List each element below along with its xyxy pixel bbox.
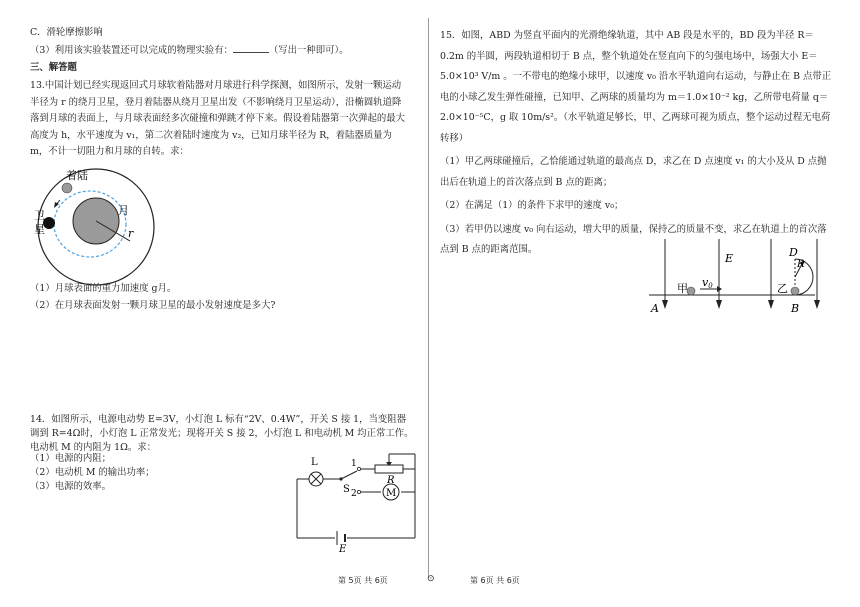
q3-suffix: （写出一种即可）。 xyxy=(268,45,349,57)
q14-sub1: （1）电源的内阻； xyxy=(30,453,111,464)
q3-line xyxy=(30,43,410,58)
label-jia: 甲 xyxy=(677,282,688,295)
option-c: C．滑轮摩擦影响 xyxy=(30,27,103,38)
q13-moon-figure xyxy=(32,167,160,287)
ball-jia xyxy=(687,287,695,295)
left-page xyxy=(30,26,410,164)
page-number-right: 第 6页 共 6页 xyxy=(470,576,520,585)
q13-text: 13.中国计划已经实现返回式月球软着陆器对月球进行科学探测，如图所示，发射一颗运动半径为 r 的绕月卫星，登月着陆器从绕月卫星出发（不影响绕月卫星运动），沿椭圆轨道降落到月球的表面上，与月球表面经多次碰撞和弹跳才停下来。假设着陆器第一次弹起的最大高度为 h，水平速度为 v₁，第二次着陆时速度为 v₂，已知月球半径为 R，着陆器质量为 m，不计一切阻力和月球的自转。求： xyxy=(30,80,406,158)
label-v0: v0 xyxy=(702,276,713,290)
q14-circuit xyxy=(293,452,423,554)
label-A: A xyxy=(651,302,659,314)
label-R: R xyxy=(387,475,395,486)
page-number-left: 第 5页 共 6页 xyxy=(338,576,388,585)
label-E: E xyxy=(339,544,347,554)
page-divider xyxy=(428,18,429,578)
label-B: B xyxy=(791,302,800,314)
q15-sub3: （3）若甲仍以速度 v₀ 向右运动，增大甲的质量，保持乙的质量不变，求乙在轨道上的首次落点到 B 点的距离范围。 xyxy=(440,223,827,255)
q13-sub1: （1）月球表面的重力加速度 g月。 xyxy=(30,283,177,294)
label-yi: 乙 xyxy=(777,282,788,295)
q14-sub2: （2）电动机 M 的输出功率； xyxy=(30,467,155,478)
q14-text: 14．如图所示，电源电动势 E=3V，小灯泡 L 标有“2V、0.4W”，开关 S 接 1，当变阻器调到 R=4Ω时，小灯泡 L 正常发光；现将开关 S 接 2，小灯泡 L 和电动机 M 均正常工作。电动机 M 的内阻为 1Ω。求： xyxy=(30,414,414,454)
page-center-mark: ⊙ xyxy=(427,574,435,584)
label-2: 2 xyxy=(351,489,357,499)
q15-track-figure xyxy=(645,234,835,314)
section-heading: 三、解答题 xyxy=(30,62,77,74)
q15-text: 15．如图，ABD 为竖直平面内的光滑绝缘轨道，其中 AB 段是水平的，BD 段为半径 R＝0.2m 的半圆，两段轨道相切于 B 点，整个轨道处在竖直向下的匀强电场中，场强大小 E＝5.0×10³ V/m 。一不带电的绝缘小球甲，以速度 v₀ 沿水平轨道向右运动，与静止在 B 点带正电的小球乙发生弹性碰撞，已知甲、乙两球的质量均为 m＝1.0×10⁻² kg，乙所带电荷量 q＝2.0×10⁻⁵C，g 取 10m/s²。（水平轨道足够长，甲、乙两球可视为质点，整个运动过程无电荷转移） xyxy=(440,30,832,144)
label-1: 1 xyxy=(351,459,357,469)
label-moon: 月 xyxy=(118,204,129,217)
label-satellite-1: 卫 xyxy=(34,209,45,222)
label-r: r xyxy=(128,227,134,240)
ball-yi xyxy=(791,287,799,295)
label-L: L xyxy=(311,457,318,468)
answer-blank xyxy=(233,43,269,53)
q3-prefix: （3）利用该实验装置还可以完成的物理实验有： xyxy=(30,45,233,57)
q15-sub1: （1）甲乙两球碰撞后，乙恰能通过轨道的最高点 D，求乙在 D 点速度 v₁ 的大小及从 D 点抛出后在轨道上的首次落点到 B 点的距离； xyxy=(440,156,827,188)
q15-sub2: （2）在满足（1）的条件下求甲的速度 v₀； xyxy=(440,200,624,211)
label-R: R xyxy=(797,259,805,270)
label-M: M xyxy=(386,488,397,499)
label-D: D xyxy=(789,246,798,259)
lander-dot xyxy=(62,183,72,193)
q14-sub3: （3）电源的效率。 xyxy=(30,481,111,492)
label-S: S xyxy=(343,484,350,495)
label-E: E xyxy=(725,252,734,265)
label-satellite-2: 星 xyxy=(34,223,45,236)
right-page xyxy=(440,26,835,264)
label-lander: 着陆 xyxy=(66,169,88,182)
q13-sub2: （2）在月球表面发射一颗月球卫星的最小发射速度是多大? xyxy=(30,300,276,311)
